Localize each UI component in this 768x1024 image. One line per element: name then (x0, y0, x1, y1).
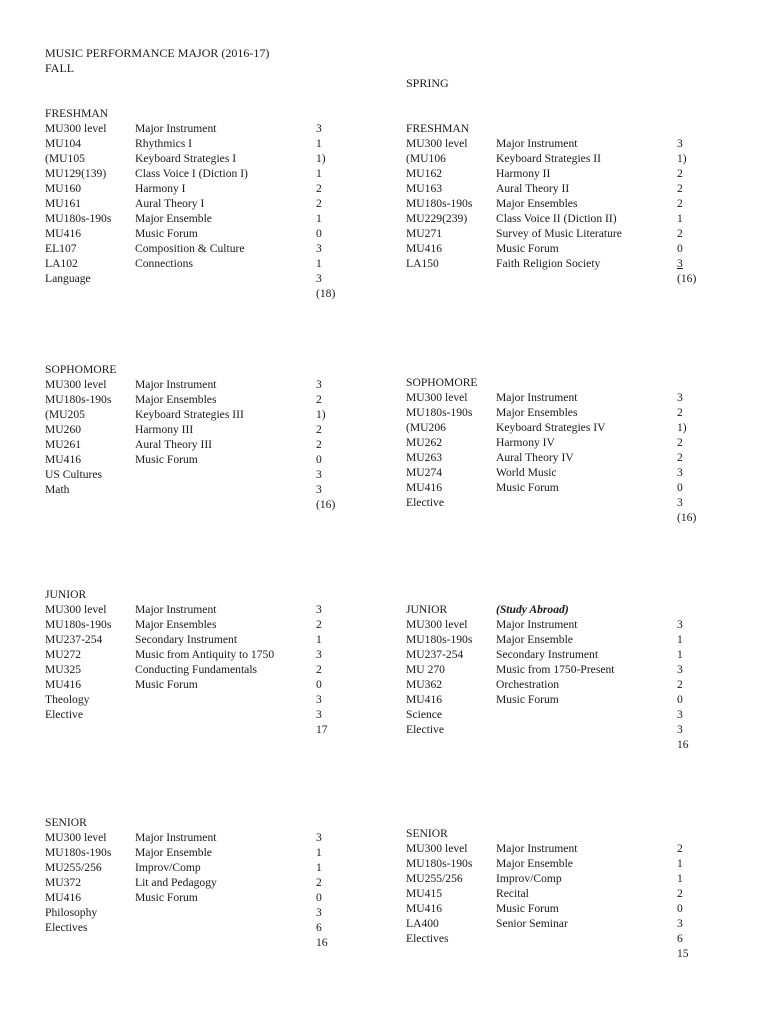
course-row (406, 480, 683, 495)
course-credits: 1) (677, 421, 687, 434)
year-heading (45, 815, 87, 830)
course-credits: 0 (316, 453, 322, 466)
year-heading (406, 826, 448, 841)
course-credits: 3 (677, 137, 683, 150)
spring-senior-block (406, 826, 689, 960)
course-row (406, 181, 683, 196)
course-code: (MU206 (406, 421, 446, 434)
course-credits: 3 (316, 483, 322, 496)
course-row (406, 617, 683, 632)
course-title: Major Ensemble (135, 846, 212, 859)
course-row (406, 226, 683, 241)
course-code: Math (45, 483, 70, 496)
course-row (45, 632, 322, 647)
course-title: Music Forum (496, 242, 559, 255)
course-title: Music Forum (496, 481, 559, 494)
course-credits: 2 (316, 663, 322, 676)
year-label: SENIOR (45, 816, 87, 829)
course-credits: 1 (316, 257, 322, 270)
course-title: Senior Seminar (496, 917, 568, 930)
course-row (45, 707, 322, 722)
course-code: (MU205 (45, 408, 85, 421)
course-code: MU274 (406, 466, 443, 479)
course-row (45, 226, 322, 241)
course-code: MU162 (406, 167, 443, 180)
course-code: Language (45, 272, 91, 285)
fall-freshman-block (45, 106, 336, 300)
course-credits: 3 (677, 708, 683, 721)
course-row (45, 437, 322, 452)
course-title: Major Ensemble (496, 857, 573, 870)
course-title: Class Voice I (Diction I) (135, 167, 248, 180)
course-credits: 2 (677, 227, 683, 240)
year-label: JUNIOR (406, 603, 448, 616)
course-code: LA400 (406, 917, 439, 930)
course-credits: 3 (677, 496, 683, 509)
course-code: MU416 (406, 693, 443, 706)
course-row (45, 647, 322, 662)
course-credits: 0 (677, 481, 683, 494)
course-code: MU416 (45, 891, 82, 904)
course-code: US Cultures (45, 468, 103, 481)
course-code: MU263 (406, 451, 443, 464)
course-credits: 2 (677, 197, 683, 210)
course-code: MU180s-190s (45, 212, 112, 225)
course-credits: 2 (316, 618, 322, 631)
year-heading (45, 106, 108, 121)
course-code: MU180s-190s (406, 633, 473, 646)
course-credits: 1 (316, 633, 322, 646)
course-credits: 2 (316, 876, 322, 889)
course-credits: 2 (316, 182, 322, 195)
course-credits: 2 (677, 678, 683, 691)
year-label: JUNIOR (45, 588, 87, 601)
credit-total: 16 (316, 936, 328, 949)
course-code: MU180s-190s (45, 846, 112, 859)
course-row (45, 377, 322, 392)
course-credits: 1 (677, 872, 683, 885)
course-code: MU300 level (406, 618, 468, 631)
course-code: MU300 level (45, 122, 107, 135)
credit-total: 17 (316, 723, 328, 736)
course-row (406, 841, 683, 856)
course-title: Major Ensemble (496, 633, 573, 646)
course-code: MU260 (45, 423, 82, 436)
course-row (45, 830, 322, 845)
course-credits: 0 (677, 242, 683, 255)
course-row (45, 241, 322, 256)
course-code: MU271 (406, 227, 443, 240)
course-code: MU163 (406, 182, 443, 195)
credit-total: (16) (677, 511, 697, 524)
course-row (406, 662, 683, 677)
course-code: (MU105 (45, 152, 85, 165)
course-row (406, 241, 683, 256)
spring-sophomore-block (406, 375, 697, 524)
fall-sophomore-block (45, 362, 336, 511)
course-code: MU161 (45, 197, 82, 210)
course-code: Philosophy (45, 906, 98, 919)
course-title: Orchestration (496, 678, 560, 691)
course-title: Recital (496, 887, 529, 900)
course-credits: 3 (677, 663, 683, 676)
course-title: Major Ensembles (496, 197, 578, 210)
course-title: Music Forum (496, 693, 559, 706)
course-title: Aural Theory II (496, 182, 570, 195)
course-title: Connections (135, 257, 193, 270)
course-credits: 0 (677, 902, 683, 915)
course-title: Major Instrument (496, 391, 578, 404)
course-credits: 1 (316, 167, 322, 180)
course-credits: 3 (316, 242, 322, 255)
credit-total: 15 (677, 947, 689, 960)
course-code: MU237-254 (45, 633, 103, 646)
course-title: Aural Theory III (135, 438, 213, 451)
course-code: MU372 (45, 876, 82, 889)
credit-total: (18) (316, 287, 336, 300)
course-title: Keyboard Strategies III (135, 408, 244, 421)
course-credits: 1) (316, 408, 326, 421)
course-title: Major Instrument (496, 137, 578, 150)
course-code: MU255/256 (406, 872, 463, 885)
course-row (45, 905, 322, 920)
course-code: MU300 level (406, 842, 468, 855)
course-title: Rhythmics I (135, 137, 193, 150)
course-row (406, 405, 683, 420)
course-row (406, 495, 683, 510)
course-title: Conducting Fundamentals (135, 663, 258, 676)
course-credits: 3 (316, 122, 322, 135)
course-code: Elective (45, 708, 83, 721)
course-row (406, 886, 683, 901)
course-row (45, 256, 322, 271)
course-code: MU300 level (406, 391, 468, 404)
course-row (45, 860, 322, 875)
course-title: Improv/Comp (135, 861, 201, 874)
course-title: Harmony I (135, 182, 186, 195)
course-credits: 3 (316, 693, 322, 706)
credit-total: 16 (677, 738, 689, 751)
fall-junior-block (45, 587, 328, 736)
course-credits: 1) (316, 152, 326, 165)
course-row (45, 875, 322, 890)
course-code: MU261 (45, 438, 82, 451)
semester-note: (Study Abroad) (496, 603, 569, 616)
course-credits: 3 (316, 648, 322, 661)
course-title: Major Instrument (496, 842, 578, 855)
course-row (406, 420, 687, 435)
spring-label: SPRING (406, 76, 449, 90)
course-title: Major Ensembles (135, 393, 217, 406)
course-credits: 6 (316, 921, 322, 934)
course-code: MU229(239) (406, 212, 468, 225)
course-row (406, 256, 683, 271)
course-code: LA102 (45, 257, 78, 270)
course-code: MU180s-190s (45, 393, 112, 406)
course-code: MU272 (45, 648, 82, 661)
course-row (45, 467, 322, 482)
course-title: Major Instrument (135, 831, 217, 844)
course-code: MU255/256 (45, 861, 102, 874)
page-title: MUSIC PERFORMANCE MAJOR (2016-17) (45, 46, 270, 60)
course-credits: 1 (677, 648, 683, 661)
course-credits: 3 (316, 272, 322, 285)
course-code: MU300 level (45, 603, 107, 616)
course-credits: 1 (316, 846, 322, 859)
course-credits: 2 (677, 406, 683, 419)
course-code: Science (406, 708, 443, 721)
course-credits: 0 (316, 891, 322, 904)
course-code: MU237-254 (406, 648, 464, 661)
course-credits: 2 (677, 451, 683, 464)
course-row (45, 196, 322, 211)
course-credits: 2 (677, 887, 683, 900)
course-code: Electives (406, 932, 449, 945)
course-credits: 2 (677, 842, 683, 855)
course-credits: 1 (316, 137, 322, 150)
course-code: MU300 level (45, 831, 107, 844)
course-credits: 0 (316, 227, 322, 240)
course-code: MU180s-190s (406, 406, 473, 419)
course-code: MU415 (406, 887, 443, 900)
course-row (406, 856, 683, 871)
course-code: MU416 (406, 902, 443, 915)
course-title: Music Forum (135, 891, 198, 904)
year-heading (406, 375, 478, 390)
course-code: MU416 (45, 678, 82, 691)
year-heading (406, 602, 569, 617)
course-code: MU 270 (406, 663, 445, 676)
course-title: Harmony III (135, 423, 194, 436)
course-row (45, 181, 322, 196)
year-label: FRESHMAN (45, 107, 109, 120)
course-code: (MU106 (406, 152, 446, 165)
course-code: EL107 (45, 242, 77, 255)
course-title: Harmony IV (496, 436, 555, 449)
course-title: Composition & Culture (135, 242, 245, 255)
course-credits: 3 (677, 257, 683, 270)
course-title: Keyboard Strategies IV (496, 421, 606, 434)
course-code: LA150 (406, 257, 439, 270)
course-title: Major Ensembles (496, 406, 578, 419)
course-title: Aural Theory I (135, 197, 205, 210)
course-row (45, 662, 322, 677)
course-title: Faith Religion Society (496, 257, 601, 270)
course-row (45, 677, 322, 692)
course-row (406, 390, 683, 405)
course-row (406, 151, 687, 166)
spring-junior-block (406, 602, 689, 751)
course-title: Major Instrument (496, 618, 578, 631)
course-row (45, 617, 322, 632)
course-title: Music Forum (135, 453, 198, 466)
course-credits: 2 (316, 393, 322, 406)
course-credits: 3 (316, 831, 322, 844)
course-row (45, 845, 322, 860)
course-code: Elective (406, 496, 444, 509)
course-credits: 1) (677, 152, 687, 165)
course-code: MU325 (45, 663, 82, 676)
course-credits: 3 (677, 466, 683, 479)
course-code: MU104 (45, 137, 82, 150)
course-row (406, 871, 683, 886)
course-code: MU416 (406, 242, 443, 255)
course-code: MU180s-190s (406, 197, 473, 210)
course-title: Major Ensemble (135, 212, 212, 225)
course-title: Lit and Pedagogy (135, 876, 217, 889)
course-credits: 2 (677, 167, 683, 180)
course-code: Elective (406, 723, 444, 736)
course-credits: 1 (677, 212, 683, 225)
course-credits: 3 (316, 603, 322, 616)
course-credits: 1 (677, 633, 683, 646)
course-row (406, 692, 683, 707)
course-code: Electives (45, 921, 88, 934)
year-heading (45, 587, 86, 602)
course-credits: 6 (677, 932, 683, 945)
course-title: Harmony II (496, 167, 551, 180)
course-code: MU262 (406, 436, 443, 449)
course-credits: 2 (677, 182, 683, 195)
course-title: World Music (496, 466, 557, 479)
course-row (406, 707, 683, 722)
year-label: SENIOR (406, 827, 448, 840)
course-row (406, 722, 683, 737)
course-title: Survey of Music Literature (496, 227, 622, 240)
course-credits: 3 (677, 618, 683, 631)
fall-senior-block (45, 815, 328, 949)
course-title: Music from 1750-Present (496, 663, 615, 676)
course-row (45, 422, 322, 437)
course-title: Major Instrument (135, 122, 217, 135)
course-title: Class Voice II (Diction II) (496, 212, 617, 225)
course-code: Theology (45, 693, 90, 706)
course-title: Aural Theory IV (496, 451, 574, 464)
course-title: Major Instrument (135, 603, 217, 616)
course-row (406, 136, 683, 151)
credit-total: (16) (677, 272, 697, 285)
course-row (406, 901, 683, 916)
course-row (406, 435, 683, 450)
course-code: MU180s-190s (45, 618, 112, 631)
course-row (45, 136, 322, 151)
course-title: Improv/Comp (496, 872, 562, 885)
course-row (406, 677, 683, 692)
course-code: MU129(139) (45, 167, 107, 180)
course-row (406, 916, 683, 931)
course-row (45, 271, 322, 286)
course-credits: 3 (316, 906, 322, 919)
course-credits: 3 (677, 917, 683, 930)
course-credits: 2 (316, 197, 322, 210)
course-row (45, 166, 322, 181)
course-title: Music from Antiquity to 1750 (135, 648, 275, 661)
course-title: Music Forum (135, 227, 198, 240)
course-row (45, 151, 326, 166)
course-row (45, 121, 322, 136)
course-credits: 1 (677, 857, 683, 870)
fall-label: FALL (45, 61, 75, 75)
course-row (406, 211, 683, 226)
course-code: MU416 (45, 453, 82, 466)
course-row (45, 482, 322, 497)
course-title: Music Forum (135, 678, 198, 691)
course-credits: 3 (677, 723, 683, 736)
course-title: Major Instrument (135, 378, 217, 391)
course-row (406, 647, 683, 662)
course-credits: 3 (677, 391, 683, 404)
course-code: MU300 level (45, 378, 107, 391)
course-credits: 1 (316, 861, 322, 874)
year-heading (45, 362, 117, 377)
course-title: Secondary Instrument (496, 648, 599, 661)
course-title: Keyboard Strategies I (135, 152, 237, 165)
course-credits: 0 (316, 678, 322, 691)
course-row (406, 931, 683, 946)
course-code: MU362 (406, 678, 443, 691)
course-credits: 1 (316, 212, 322, 225)
course-title: Secondary Instrument (135, 633, 238, 646)
credit-total: (16) (316, 498, 336, 511)
course-row (45, 392, 322, 407)
course-code: MU160 (45, 182, 82, 195)
year-label: FRESHMAN (406, 122, 470, 135)
course-credits: 2 (677, 436, 683, 449)
year-heading (406, 121, 469, 136)
course-row (406, 632, 683, 647)
course-row (45, 407, 326, 422)
course-row (45, 890, 322, 905)
course-row (45, 602, 322, 617)
course-row (406, 450, 683, 465)
year-label: SOPHOMORE (45, 363, 117, 376)
course-code: MU416 (45, 227, 82, 240)
course-credits: 3 (316, 378, 322, 391)
course-code: MU180s-190s (406, 857, 473, 870)
course-credits: 0 (677, 693, 683, 706)
course-row (406, 196, 683, 211)
course-row (45, 920, 322, 935)
course-row (45, 452, 322, 467)
course-code: MU416 (406, 481, 443, 494)
course-title: Music Forum (496, 902, 559, 915)
course-credits: 3 (316, 468, 322, 481)
course-title: Major Ensembles (135, 618, 217, 631)
course-row (45, 211, 322, 226)
course-credits: 2 (316, 438, 322, 451)
course-credits: 3 (316, 708, 322, 721)
course-credits: 2 (316, 423, 322, 436)
spring-freshman-block (406, 121, 697, 285)
course-row (406, 166, 683, 181)
year-label: SOPHOMORE (406, 376, 478, 389)
course-row (406, 465, 683, 480)
course-row (45, 692, 322, 707)
course-title: Keyboard Strategies II (496, 152, 601, 165)
course-code: MU300 level (406, 137, 468, 150)
